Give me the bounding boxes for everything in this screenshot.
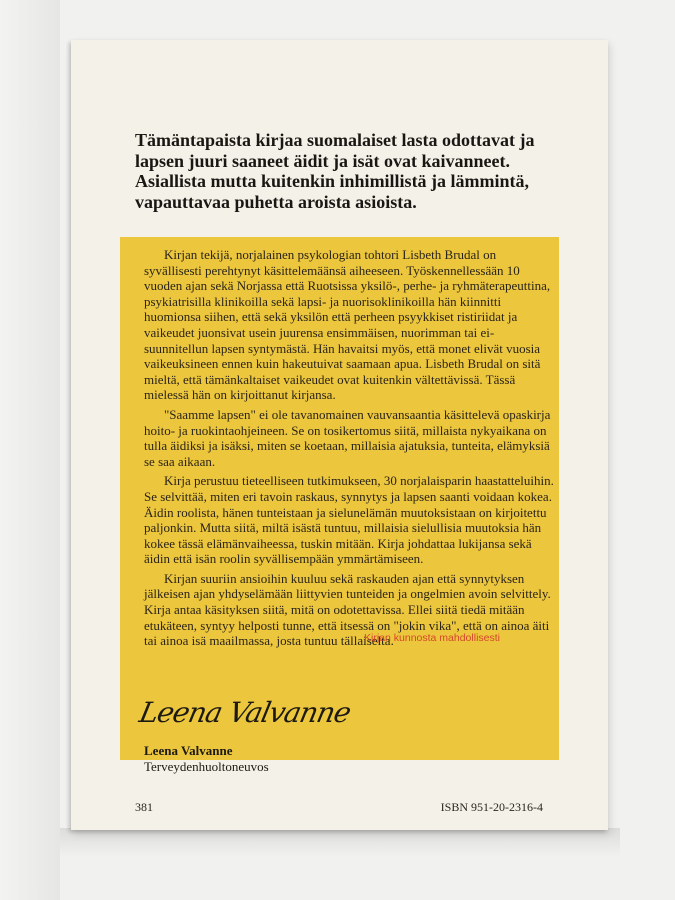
handwritten-signature: Leena Valvanne <box>136 696 354 729</box>
tagline: Tämäntapaista kirjaa suomalaiset lasta odottavat ja lapsen juuri saaneet äidit ja isät ovat kaivanneet. Asiallista mutta kuitenkin inhimillistä ja lämmintä, vapauttavaa puhetta aroista asioista. <box>135 130 535 212</box>
description-text <box>144 247 554 653</box>
paragraph-2: "Saamme lapsen" ei ole tavanomainen vauvansaantia käsittelevä opaskirja hoito- ja ruokintaohjeineen. Se on tosikertomus siitä, millaista nykyaikana on tulla äidiksi ja isäksi, miten se koetaan, millaisia ajatuksia, tunteita, elämyksiä se saa aikaan. <box>144 406 551 469</box>
description-panel <box>120 237 559 774</box>
paragraph-3: Kirja perustuu tieteelliseen tutkimukseen, 30 norjalaisparin haastatteluihin. Se selvittää, miten eri tavoin raskaus, synnytys ja lapsen saanti voidaan kokea. Äidin roolista, hänen tunteistaan ja sielunelämän muutoksistaan on kirjoitettu paljonkin. Mutta siitä, miltä isästä tuntuu, millaisia sielullisia muutoksia hän kokee tässä elämänvaiheessa, tuskin mitään. Kirja johdattaa lukijansa sekä äidin että isän roolin syvällisempään ymmärtämiseen. <box>144 473 554 567</box>
isbn: ISBN 951-20-2316-4 <box>440 800 543 814</box>
book-back-cover <box>71 40 608 830</box>
paragraph-4: Kirjan suuriin ansioihin kuuluu sekä raskauden ajan että synnytyksen jälkeisen ajan yhdyselämään liittyvien tunteiden ja ongelmien avoin selvittely. Kirja antaa käsityksen siitä, mitä on odotettavissa. Ellei siitä tiedä mitään etukäteen, syntyy helposti tunne, että itsessä on "jokin vika", että on ainoa äiti tai ainoa isä maailmassa, josta tuntuu tällaiselta. <box>144 570 551 649</box>
author-title: Terveydenhuoltoneuvos <box>144 759 269 774</box>
paragraph-1: Kirjan tekijä, norjalainen psykologian tohtori Lisbeth Brudal on syvällisesti perehtynyt käsittelemäänsä aiheeseen. Työskennellessään 10 vuoden ajan sekä Norjassa että Ruotsissa yksilö-, perhe- ja ryhmäterapeuttina, psykiatrisilla klinikoilla sekä lapsi- ja nuorisoklinikoilla hän kiinnitti huomionsa siihen, että sekä yksilön että perheen psyykkiset ristiriidat ja vaikeudet juonsivat usein juurensa ensimmäisen, nuorimman tai ei-suunnitellun lapsen syntymästä. Hän havaitsi myös, että monet elivät vuosia vaikeuksineen ennen kuin hakeutuivat saamaan apua. Lisbeth Brudal on sitä mieltä, että tämänkaltaiset vaikeudet ovat kuitenkin vältettävissä. Tässä mielessä hän on kirjoittanut kirjansa. <box>144 247 551 403</box>
author-name: Leena Valvanne <box>144 743 233 758</box>
red-overlay-stamp: Kirjan kunnosta mahdollisesti <box>364 632 500 644</box>
background-shadow-left <box>0 0 60 900</box>
product-code: 381 <box>135 800 153 814</box>
background-shadow-bottom <box>60 828 620 900</box>
